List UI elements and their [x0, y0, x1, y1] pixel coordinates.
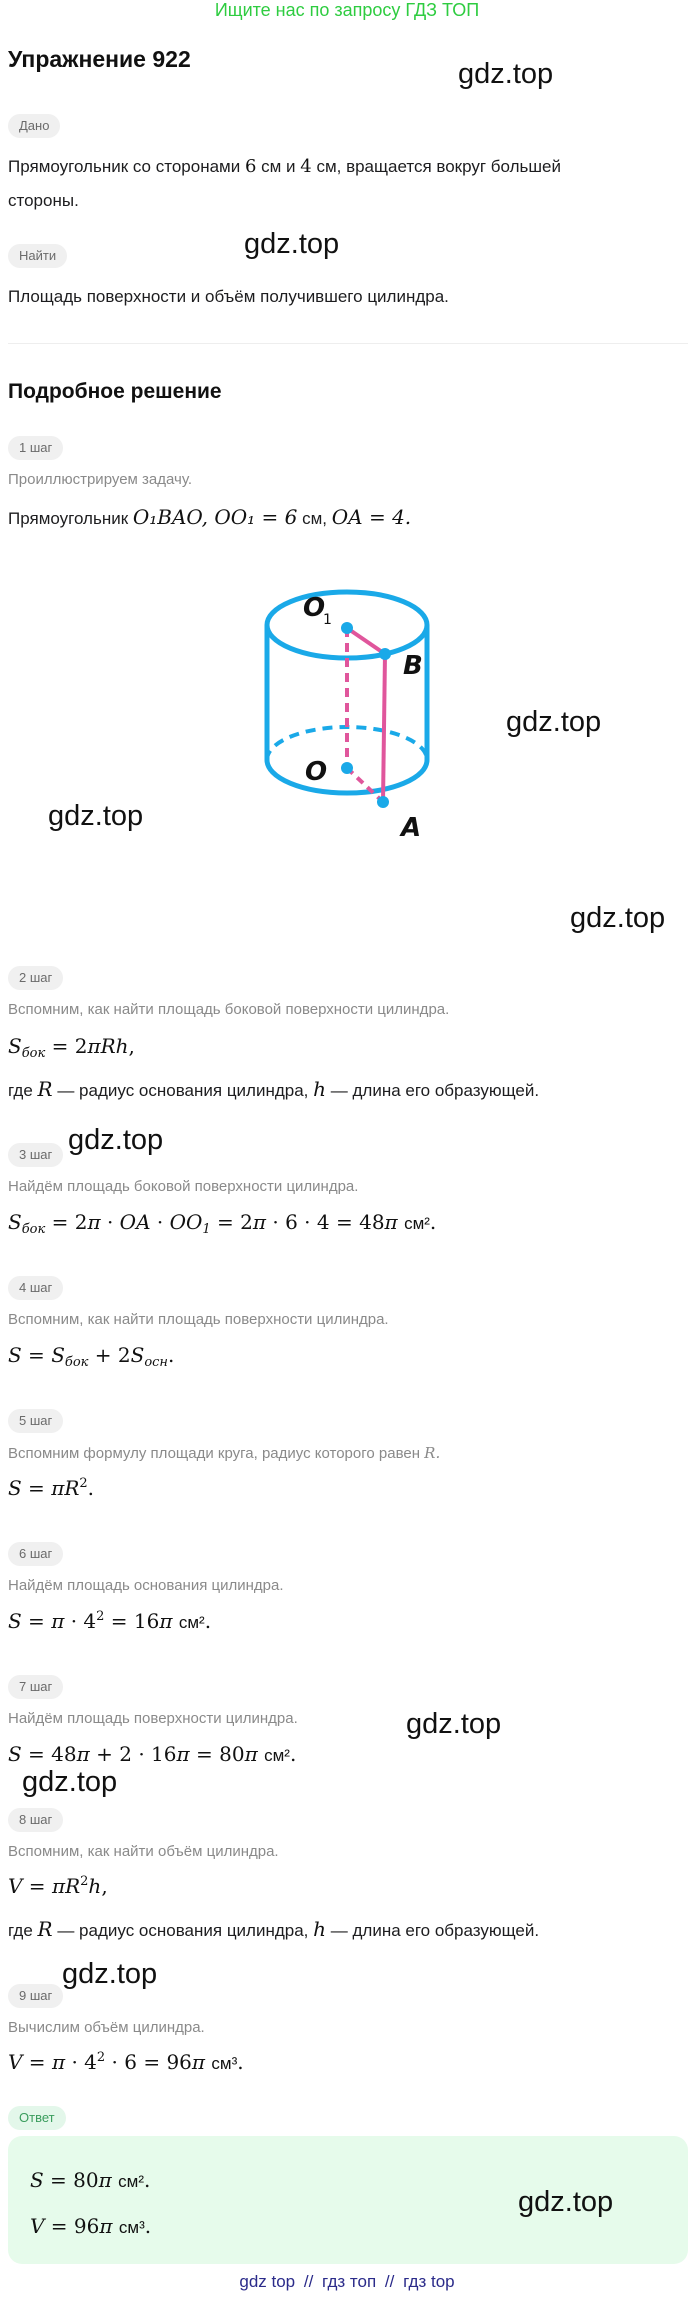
where-r: R: [37, 1917, 53, 1941]
step-5-hint: [8, 1444, 440, 1462]
step-1-hint: Проиллюстрируем задачу.: [8, 471, 192, 488]
answer-badge: [8, 2106, 66, 2130]
divider: [8, 343, 688, 344]
step-label: 4 шаг: [8, 1276, 63, 1300]
watermark: gdz.top: [68, 1124, 164, 1156]
step-8-where: [8, 1912, 539, 1948]
unit: см²: [118, 2172, 144, 2191]
step-6-hint: Найдём площадь основания цилиндра.: [8, 1577, 284, 1594]
step-2-badge: [8, 966, 63, 990]
step-1-badge: [8, 436, 63, 460]
step-4-badge: [8, 1276, 63, 1300]
where-text: — длина его образующей.: [326, 1921, 540, 1940]
where-text: где: [8, 1081, 38, 1100]
step-8-hint: Вспомним, как найти объём цилиндра.: [8, 1843, 279, 1860]
step-label: 8 шаг: [8, 1808, 63, 1832]
step-formula: OA = 4.: [331, 505, 412, 529]
where-h: h: [313, 1917, 327, 1941]
where-r: R: [37, 1077, 53, 1101]
point-a: [377, 796, 389, 808]
unit: см²: [178, 1613, 205, 1632]
find-text: Площадь поверхности и объём получившего цилиндра.: [8, 287, 449, 306]
hint-text: Вспомним формулу площади круга, радиус которого равен: [8, 1445, 425, 1462]
step-7-hint: Найдём площадь поверхности цилиндра.: [8, 1710, 298, 1727]
given-text: [8, 150, 678, 218]
given-text-part: см и: [256, 157, 301, 176]
point-b: [379, 648, 391, 660]
step-1-text: [8, 500, 411, 536]
footer-link-gdz-top-ru[interactable]: гдз топ: [322, 2272, 377, 2291]
watermark: gdz.top: [518, 2186, 614, 2218]
step-3-formula: $S_{бок} = 2\pi$ · OA · $OO_1 = 2\pi \cdot 6 \cdot 4 = 48\pi$ см².: [8, 1210, 437, 1237]
watermark: gdz.top: [62, 1958, 158, 1990]
label-b: B: [403, 651, 423, 681]
given-label: Дано: [8, 114, 60, 138]
watermark: gdz.top: [458, 58, 554, 90]
step-label: 6 шаг: [8, 1542, 63, 1566]
footer-links: [0, 2272, 694, 2292]
step-formula: O₁BAO, OO₁ = 6: [132, 505, 298, 529]
watermark: gdz.top: [244, 228, 340, 260]
given-value-6: 6: [244, 156, 257, 177]
answer-v: V = 96π см³.: [30, 2214, 152, 2238]
unit: см²: [404, 1214, 430, 1233]
segment-o1b: [347, 628, 385, 654]
step-9-formula: $V = \pi \cdot 4^2 \cdot 6 = 96\pi$ см³.: [8, 2050, 244, 2074]
find-label: Найти: [8, 244, 67, 268]
watermark: gdz.top: [406, 1708, 502, 1740]
step-2-where: [8, 1072, 539, 1108]
step-6-formula: $S = \pi \cdot 4^2 = 16\pi$ см².: [8, 1609, 212, 1633]
step-label: 9 шаг: [8, 1984, 63, 2008]
given-text-part: см, вращается вокруг большей: [311, 157, 561, 176]
where-text: — радиус основания цилиндра,: [52, 1921, 314, 1940]
unit: см³: [118, 2218, 145, 2237]
label-o1-sub: 1: [323, 612, 332, 628]
step-label: 3 шаг: [8, 1143, 63, 1167]
footer-link-gdz-top[interactable]: gdz top: [239, 2272, 296, 2291]
unit: см²: [264, 1746, 290, 1765]
answer-s: S = 80π см².: [30, 2168, 151, 2192]
label-o: O: [305, 757, 328, 787]
page-title: Упражнение 922: [8, 46, 191, 72]
watermark: gdz.top: [48, 800, 144, 832]
step-9-badge: [8, 1984, 63, 2008]
step-4-hint: Вспомним, как найти площадь поверхности цилиндра.: [8, 1311, 389, 1328]
watermark: gdz.top: [22, 1766, 118, 1798]
step-label: 5 шаг: [8, 1409, 63, 1433]
step-label: 7 шаг: [8, 1675, 63, 1699]
given-badge: [8, 114, 60, 138]
point-o: [341, 762, 353, 774]
given-text-part: Прямоугольник со сторонами: [8, 157, 245, 176]
step-6-badge: [8, 1542, 63, 1566]
step-unit: см,: [297, 509, 332, 528]
step-text: Прямоугольник: [8, 509, 133, 528]
where-text: — длина его образующей.: [326, 1081, 540, 1100]
step-7-formula: S = 48π + 2 · 16π = 80π см².: [8, 1742, 297, 1766]
point-o1: [341, 622, 353, 634]
hint-r: R.: [424, 1444, 441, 1462]
segment-ba: [383, 654, 385, 802]
footer-separator: //: [384, 2272, 395, 2291]
watermark: gdz.top: [570, 902, 666, 934]
label-o1: O: [303, 593, 326, 623]
find-badge: [8, 244, 67, 268]
step-7-badge: [8, 1675, 63, 1699]
segment-oa: [347, 768, 383, 802]
step-2-hint: Вспомним, как найти площадь боковой поверхности цилиндра.: [8, 1001, 450, 1018]
given-text-part: стороны.: [8, 191, 79, 210]
where-text: где: [8, 1921, 38, 1940]
step-2-formula: $S_{бок} = 2\pi Rh$,: [8, 1034, 135, 1061]
step-8-badge: [8, 1808, 63, 1832]
step-5-formula: $S = \pi R^2$.: [8, 1476, 95, 1500]
step-5-badge: [8, 1409, 63, 1433]
step-3-hint: Найдём площадь боковой поверхности цилиндра.: [8, 1178, 359, 1195]
where-text: — радиус основания цилиндра,: [52, 1081, 314, 1100]
step-8-formula: $V = \pi R^2h$,: [8, 1874, 108, 1898]
section-title: Подробное решение: [8, 380, 222, 403]
unit: см³: [211, 2054, 238, 2073]
step-4-formula: $S = S_{бок} + 2S_{осн}$.: [8, 1343, 175, 1370]
footer-separator: //: [303, 2272, 314, 2291]
answer-label: Ответ: [8, 2106, 66, 2130]
cylinder-figure: [255, 570, 455, 860]
watermark: gdz.top: [506, 706, 602, 738]
label-a: A: [401, 813, 422, 843]
where-h: h: [313, 1077, 327, 1101]
top-banner: Ищите нас по запросу ГДЗ ТОП: [214, 0, 480, 20]
step-3-badge: [8, 1143, 63, 1167]
footer-link-gdz-top-mixed[interactable]: гдз top: [403, 2272, 455, 2291]
step-label: 1 шаг: [8, 436, 63, 460]
step-label: 2 шаг: [8, 966, 63, 990]
given-value-4: 4: [300, 156, 312, 177]
step-9-hint: Вычислим объём цилиндра.: [8, 2019, 205, 2036]
